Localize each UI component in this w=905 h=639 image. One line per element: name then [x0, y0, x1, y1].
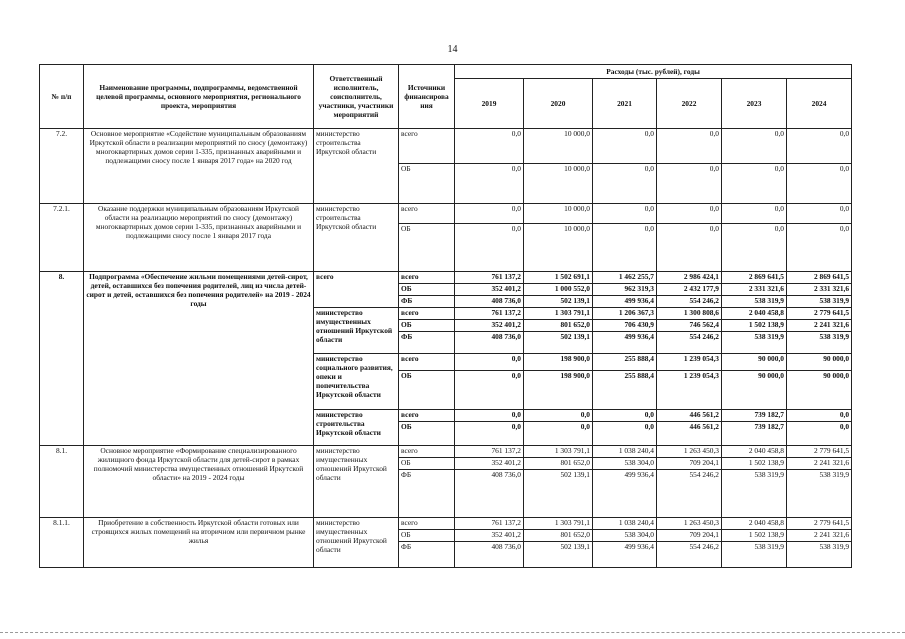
header-responsible: Ответственный исполнитель, соисполнитель, участники, участники мероприятий — [314, 65, 399, 129]
expense-value: 2 040 458,8 — [722, 518, 787, 530]
expense-value: 709 204,1 — [657, 458, 722, 470]
expense-value: 0,0 — [455, 422, 524, 446]
expense-value: 0,0 — [657, 224, 722, 272]
expense-value: 0,0 — [593, 129, 657, 164]
expense-value: 0,0 — [455, 129, 524, 164]
expense-value: 538 304,0 — [593, 458, 657, 470]
expense-value: 10 000,0 — [524, 164, 593, 204]
expense-value: 761 137,2 — [455, 272, 524, 284]
expense-value: 0,0 — [657, 164, 722, 204]
expense-value: 352 401,2 — [455, 530, 524, 542]
expense-value: 801 652,0 — [524, 320, 593, 332]
funding-source: всего — [399, 410, 455, 422]
funding-source: всего — [399, 354, 455, 371]
expense-value: 0,0 — [455, 410, 524, 422]
expense-value: 0,0 — [722, 224, 787, 272]
expense-value: 352 401,2 — [455, 320, 524, 332]
expense-value: 0,0 — [524, 410, 593, 422]
funding-source: ОБ — [399, 164, 455, 204]
measure-name: Основное мероприятие «Содействие муниципальным образованиям Иркутской области в реализации мероприятий по сносу (демонтажу) многоквартирных домов серии 1-335, признанных аварийными и подлежащими сносу после 1 января 2017 года» на 2020 год — [84, 129, 314, 204]
expense-value: 1 502 691,1 — [524, 272, 593, 284]
funding-source: всего — [399, 518, 455, 530]
table-row — [40, 129, 852, 164]
expense-value: 1 263 450,3 — [657, 446, 722, 458]
responsible-executor: министерство строительства Иркутской области — [314, 129, 399, 204]
funding-source: всего — [399, 129, 455, 164]
expense-value: 739 182,7 — [722, 422, 787, 446]
expense-value: 0,0 — [593, 422, 657, 446]
expense-value: 0,0 — [593, 410, 657, 422]
expense-value: 0,0 — [722, 204, 787, 224]
funding-source: всего — [399, 308, 455, 320]
table-row — [40, 518, 852, 530]
expense-value: 90 000,0 — [722, 354, 787, 371]
expense-value: 1 239 054,3 — [657, 371, 722, 410]
expense-value: 90 000,0 — [787, 354, 852, 371]
expense-value: 0,0 — [787, 422, 852, 446]
expense-value: 10 000,0 — [524, 224, 593, 272]
expense-value: 554 246,2 — [657, 332, 722, 354]
responsible-executor: министерство имущественных отношений Иркутской области — [314, 308, 399, 354]
table-row — [40, 204, 852, 224]
header-year: 2024 — [787, 79, 852, 129]
expense-value: 0,0 — [657, 204, 722, 224]
header-year: 2020 — [524, 79, 593, 129]
header-year: 2023 — [722, 79, 787, 129]
expense-value: 0,0 — [787, 204, 852, 224]
expense-value: 2 869 641,5 — [722, 272, 787, 284]
expense-value: 2 241 321,6 — [787, 458, 852, 470]
expense-value: 1 502 138,9 — [722, 320, 787, 332]
responsible-executor: всего — [314, 272, 399, 308]
budget-table — [39, 64, 852, 568]
expense-value: 255 888,4 — [593, 371, 657, 410]
expense-value: 0,0 — [524, 422, 593, 446]
expense-value: 538 319,9 — [787, 296, 852, 308]
expense-value: 0,0 — [787, 410, 852, 422]
expense-value: 499 936,4 — [593, 332, 657, 354]
expense-value: 446 561,2 — [657, 410, 722, 422]
expense-value: 90 000,0 — [787, 371, 852, 410]
table-row — [40, 446, 852, 458]
expense-value: 962 319,3 — [593, 284, 657, 296]
expense-value: 408 736,0 — [455, 470, 524, 518]
expense-value: 761 137,2 — [455, 308, 524, 320]
funding-source: ФБ — [399, 296, 455, 308]
funding-source: всего — [399, 204, 455, 224]
funding-source: всего — [399, 272, 455, 284]
expense-value: 499 936,4 — [593, 470, 657, 518]
expense-value: 538 319,9 — [722, 470, 787, 518]
expense-value: 538 319,9 — [787, 470, 852, 518]
expense-value: 1 303 791,1 — [524, 446, 593, 458]
expense-value: 0,0 — [455, 354, 524, 371]
expense-value: 0,0 — [787, 129, 852, 164]
expense-value: 2 779 641,5 — [787, 518, 852, 530]
funding-source: ОБ — [399, 224, 455, 272]
expense-value: 90 000,0 — [722, 371, 787, 410]
measure-name: Оказание поддержки муниципальным образованиям Иркутской области на реализацию мероприятий по сносу (демонтажу) многоквартирных домов серии 1-335, признанных аварийными и подлежащими сносу после 1 января 2017 года — [84, 204, 314, 272]
row-number: 8.1.1. — [40, 518, 84, 568]
expense-value: 739 182,7 — [722, 410, 787, 422]
measure-name: Приобретение в собственность Иркутской области готовых или строящихся жилых помещений на вторичном или первичном рынке жилья — [84, 518, 314, 568]
expense-value: 801 652,0 — [524, 530, 593, 542]
expense-value: 2 331 321,6 — [722, 284, 787, 296]
expense-value: 2 779 641,5 — [787, 308, 852, 320]
expense-value: 0,0 — [455, 371, 524, 410]
expense-value: 502 139,1 — [524, 332, 593, 354]
header-source: Источники финансирова ния — [399, 65, 455, 129]
expense-value: 499 936,4 — [593, 542, 657, 568]
expense-value: 502 139,1 — [524, 296, 593, 308]
funding-source: ФБ — [399, 332, 455, 354]
funding-source: ОБ — [399, 284, 455, 296]
expense-value: 499 936,4 — [593, 296, 657, 308]
table-row — [40, 272, 852, 284]
expense-value: 0,0 — [722, 129, 787, 164]
expense-value: 1 239 054,3 — [657, 354, 722, 371]
expense-value: 198 900,0 — [524, 354, 593, 371]
expense-value: 0,0 — [657, 129, 722, 164]
expense-value: 1 038 240,4 — [593, 518, 657, 530]
expense-value: 502 139,1 — [524, 470, 593, 518]
expense-value: 801 652,0 — [524, 458, 593, 470]
expense-value: 1 300 808,6 — [657, 308, 722, 320]
expense-value: 352 401,2 — [455, 284, 524, 296]
expense-value: 1 206 367,3 — [593, 308, 657, 320]
row-number: 7.2.1. — [40, 204, 84, 272]
expense-value: 0,0 — [593, 224, 657, 272]
expense-value: 554 246,2 — [657, 542, 722, 568]
expense-value: 538 319,9 — [722, 332, 787, 354]
expense-value: 0,0 — [593, 204, 657, 224]
expense-value: 2 241 321,6 — [787, 320, 852, 332]
header-expenses: Расходы (тыс. рублей), годы — [455, 65, 852, 79]
expense-value: 0,0 — [455, 224, 524, 272]
row-number: 8.1. — [40, 446, 84, 518]
expense-value: 0,0 — [722, 164, 787, 204]
expense-value: 0,0 — [787, 164, 852, 204]
responsible-executor: министерство социального развития, опеки и попечительства Иркутской области — [314, 354, 399, 410]
expense-value: 538 319,9 — [787, 332, 852, 354]
funding-source: ОБ — [399, 530, 455, 542]
funding-source: ФБ — [399, 470, 455, 518]
expense-value: 761 137,2 — [455, 446, 524, 458]
subprogram-name: Подпрограмма «Обеспечение жильми помещениями детей-сирот, детей, оставшихся без попечения родителей, лиц из числа детей-сирот и детей, оставшихся без попечения родителей» на 2019 - 2024 годы — [84, 272, 314, 446]
expense-value: 538 304,0 — [593, 530, 657, 542]
measure-name: Основное мероприятие «Формирование специализированного жилищного фонда Иркутской области для детей-сирот в рамках полномочий министерства имущественных отношений Иркутской области» на 2019 - 2024 годы — [84, 446, 314, 518]
funding-source: ОБ — [399, 458, 455, 470]
header-num: № п/п — [40, 65, 84, 129]
expense-value: 0,0 — [455, 204, 524, 224]
expense-value: 538 319,9 — [722, 542, 787, 568]
expense-value: 2 040 458,8 — [722, 446, 787, 458]
expense-value: 0,0 — [593, 164, 657, 204]
expense-value: 2 432 177,9 — [657, 284, 722, 296]
expense-value: 538 319,9 — [787, 542, 852, 568]
expense-value: 2 331 321,6 — [787, 284, 852, 296]
row-number: 8. — [40, 272, 84, 446]
expense-value: 709 204,1 — [657, 530, 722, 542]
responsible-executor: министерство строительства Иркутской области — [314, 204, 399, 272]
expense-value: 2 241 321,6 — [787, 530, 852, 542]
responsible-executor: министерство имущественных отношений Иркутской области — [314, 446, 399, 518]
expense-value: 408 736,0 — [455, 296, 524, 308]
expense-value: 1 462 255,7 — [593, 272, 657, 284]
expense-value: 554 246,2 — [657, 296, 722, 308]
expense-value: 1 263 450,3 — [657, 518, 722, 530]
expense-value: 1 000 552,0 — [524, 284, 593, 296]
expense-value: 408 736,0 — [455, 542, 524, 568]
page-number: 14 — [447, 44, 458, 55]
responsible-executor: министерство строительства Иркутской области — [314, 410, 399, 446]
expense-value: 1 502 138,9 — [722, 530, 787, 542]
expense-value: 255 888,4 — [593, 354, 657, 371]
funding-source: ОБ — [399, 371, 455, 410]
funding-source: ФБ — [399, 542, 455, 568]
expense-value: 502 139,1 — [524, 542, 593, 568]
expense-value: 554 246,2 — [657, 470, 722, 518]
expense-value: 761 137,2 — [455, 518, 524, 530]
expense-value: 1 502 138,9 — [722, 458, 787, 470]
expense-value: 2 779 641,5 — [787, 446, 852, 458]
expense-value: 2 040 458,8 — [722, 308, 787, 320]
funding-source: всего — [399, 446, 455, 458]
page-edge-line — [0, 632, 905, 634]
expense-value: 1 038 240,4 — [593, 446, 657, 458]
expense-value: 198 900,0 — [524, 371, 593, 410]
expense-value: 446 561,2 — [657, 422, 722, 446]
expense-value: 10 000,0 — [524, 204, 593, 224]
expense-value: 352 401,2 — [455, 458, 524, 470]
funding-source: ОБ — [399, 320, 455, 332]
header-year: 2021 — [593, 79, 657, 129]
expense-value: 0,0 — [455, 164, 524, 204]
funding-source: ОБ — [399, 422, 455, 446]
expense-value: 2 869 641,5 — [787, 272, 852, 284]
expense-value: 1 303 791,1 — [524, 308, 593, 320]
header-name: Наименование программы, подпрограммы, ведомственной целевой программы, основного мероприятия, регионального проекта, мероприятия — [84, 65, 314, 129]
expense-value: 706 430,9 — [593, 320, 657, 332]
responsible-executor: министерство имущественных отношений Иркутской области — [314, 518, 399, 568]
expense-value: 10 000,0 — [524, 129, 593, 164]
expense-value: 2 986 424,1 — [657, 272, 722, 284]
header-year: 2019 — [455, 79, 524, 129]
expense-value: 746 562,4 — [657, 320, 722, 332]
expense-value: 0,0 — [787, 224, 852, 272]
expense-value: 538 319,9 — [722, 296, 787, 308]
header-year: 2022 — [657, 79, 722, 129]
expense-value: 1 303 791,1 — [524, 518, 593, 530]
expense-value: 408 736,0 — [455, 332, 524, 354]
row-number: 7.2. — [40, 129, 84, 204]
